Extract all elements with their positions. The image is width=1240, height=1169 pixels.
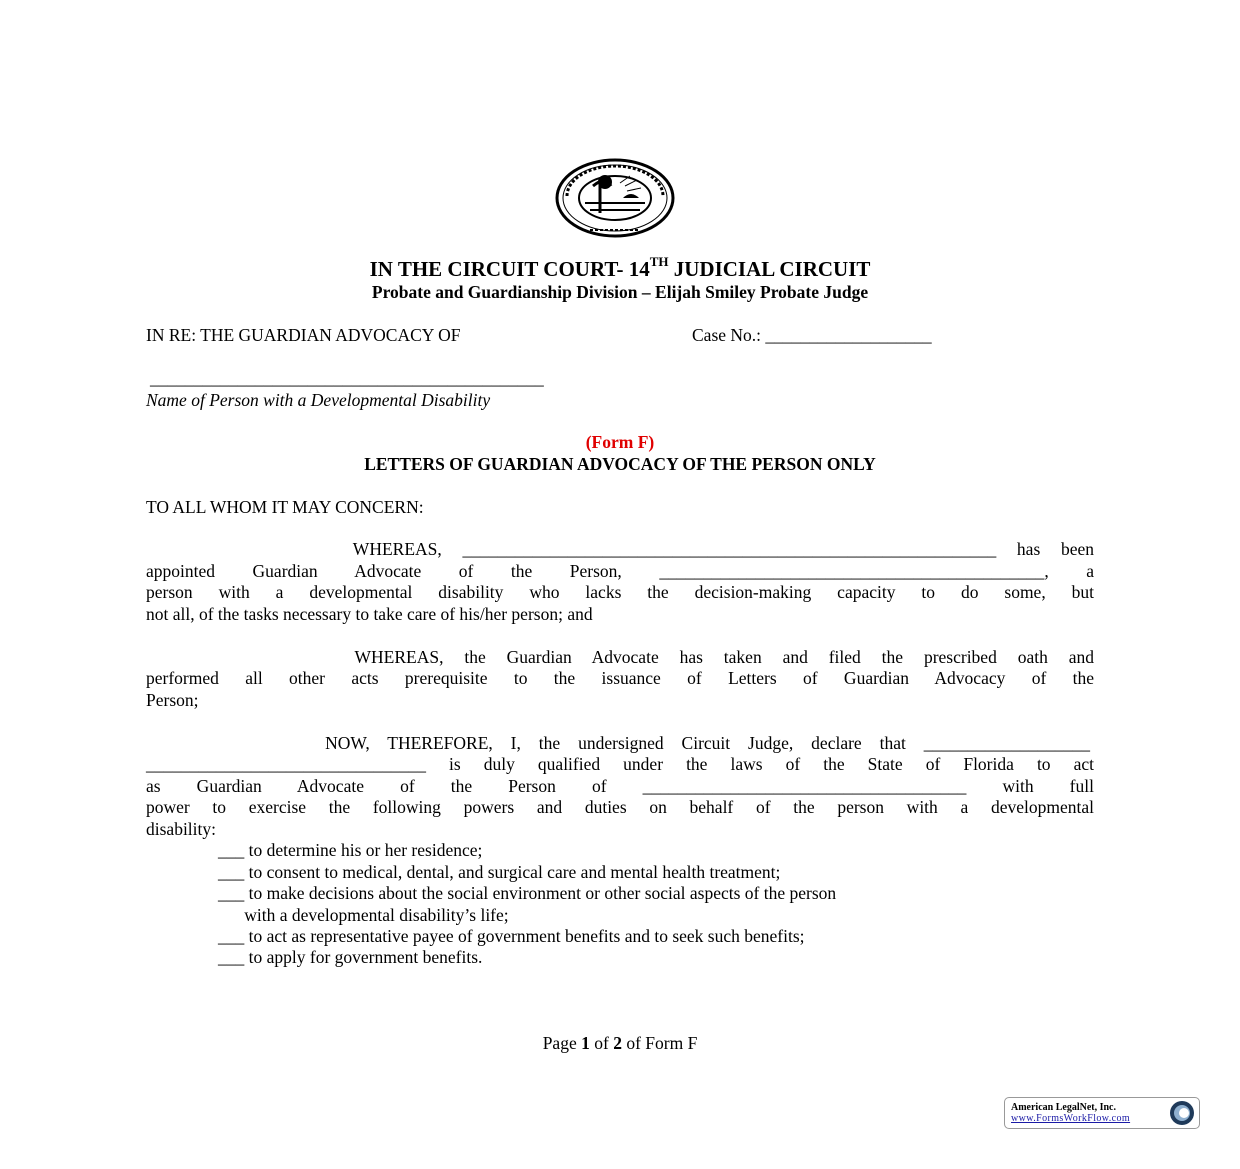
text-line: disability: [146, 819, 216, 839]
list-item: ___ to act as representative payee of government benefits and to seek such benefits; [218, 926, 805, 946]
text-line: Person; [146, 690, 199, 710]
text-line: person with a developmental disability who lacks the decision-making capacity to do some, but [146, 582, 1094, 602]
text-line: performed all other acts prerequisite to the issuance of Letters of Guardian Advocacy of the [146, 668, 1094, 688]
text-line: as Guardian Advocate of the Person of _____________________________________ with full [146, 776, 1094, 796]
list-item: ___ to consent to medical, dental, and surgical care and mental health treatment; [218, 862, 781, 882]
salutation: TO ALL WHOM IT MAY CONCERN: [146, 497, 424, 517]
text-line: power to exercise the following powers and duties on behalf of the person with a developmental [146, 797, 1094, 817]
list-item: ___ to determine his or her residence; [218, 840, 483, 860]
text-line: appointed Guardian Advocate of the Person, ____________________________________________, a [146, 561, 1094, 581]
person-name-blank: _____________________________________________ [150, 368, 544, 388]
text-line: ________________________________ is duly qualified under the laws of the State of Florida to act [146, 754, 1094, 774]
form-label: (Form F) [585, 432, 655, 452]
list-item: ___ to make decisions about the social environment or other social aspects of the person [218, 883, 837, 903]
court-title: IN THE CIRCUIT COURT- 14TH JUDICIAL CIRCUIT [369, 254, 871, 281]
logo-url-link[interactable]: www.FormsWorkFlow.com [1011, 1113, 1131, 1124]
text-line: not all, of the tasks necessary to take care of his/her person; and [146, 604, 593, 624]
person-name-label: Name of Person with a Developmental Disability [146, 390, 491, 410]
american-legalnet-logo [1004, 1097, 1200, 1129]
text-line: WHEREAS, the Guardian Advocate has taken and filed the prescribed oath and [146, 647, 1094, 667]
florida-state-seal [555, 158, 675, 238]
division-subtitle: Probate and Guardianship Division – Elijah Smiley Probate Judge [371, 282, 869, 302]
in-re-label: IN RE: THE GUARDIAN ADVOCACY OF [146, 325, 461, 345]
list-item: with a developmental disability’s life; [218, 905, 509, 925]
logo-company: American LegalNet, Inc. [1011, 1102, 1116, 1113]
text-line: NOW, THEREFORE, I, the undersigned Circuit Judge, declare that ___________________ [146, 733, 1090, 753]
text-line: WHEREAS, _____________________________________________________________ has been [146, 539, 1094, 559]
form-title: LETTERS OF GUARDIAN ADVOCACY OF THE PERSON ONLY [364, 454, 876, 474]
globe-icon [1169, 1100, 1195, 1126]
case-number-field: Case No.: ___________________ [692, 325, 932, 345]
page-footer: Page 1 of 2 of Form F [542, 1033, 698, 1053]
list-item: ___ to apply for government benefits. [218, 947, 483, 967]
